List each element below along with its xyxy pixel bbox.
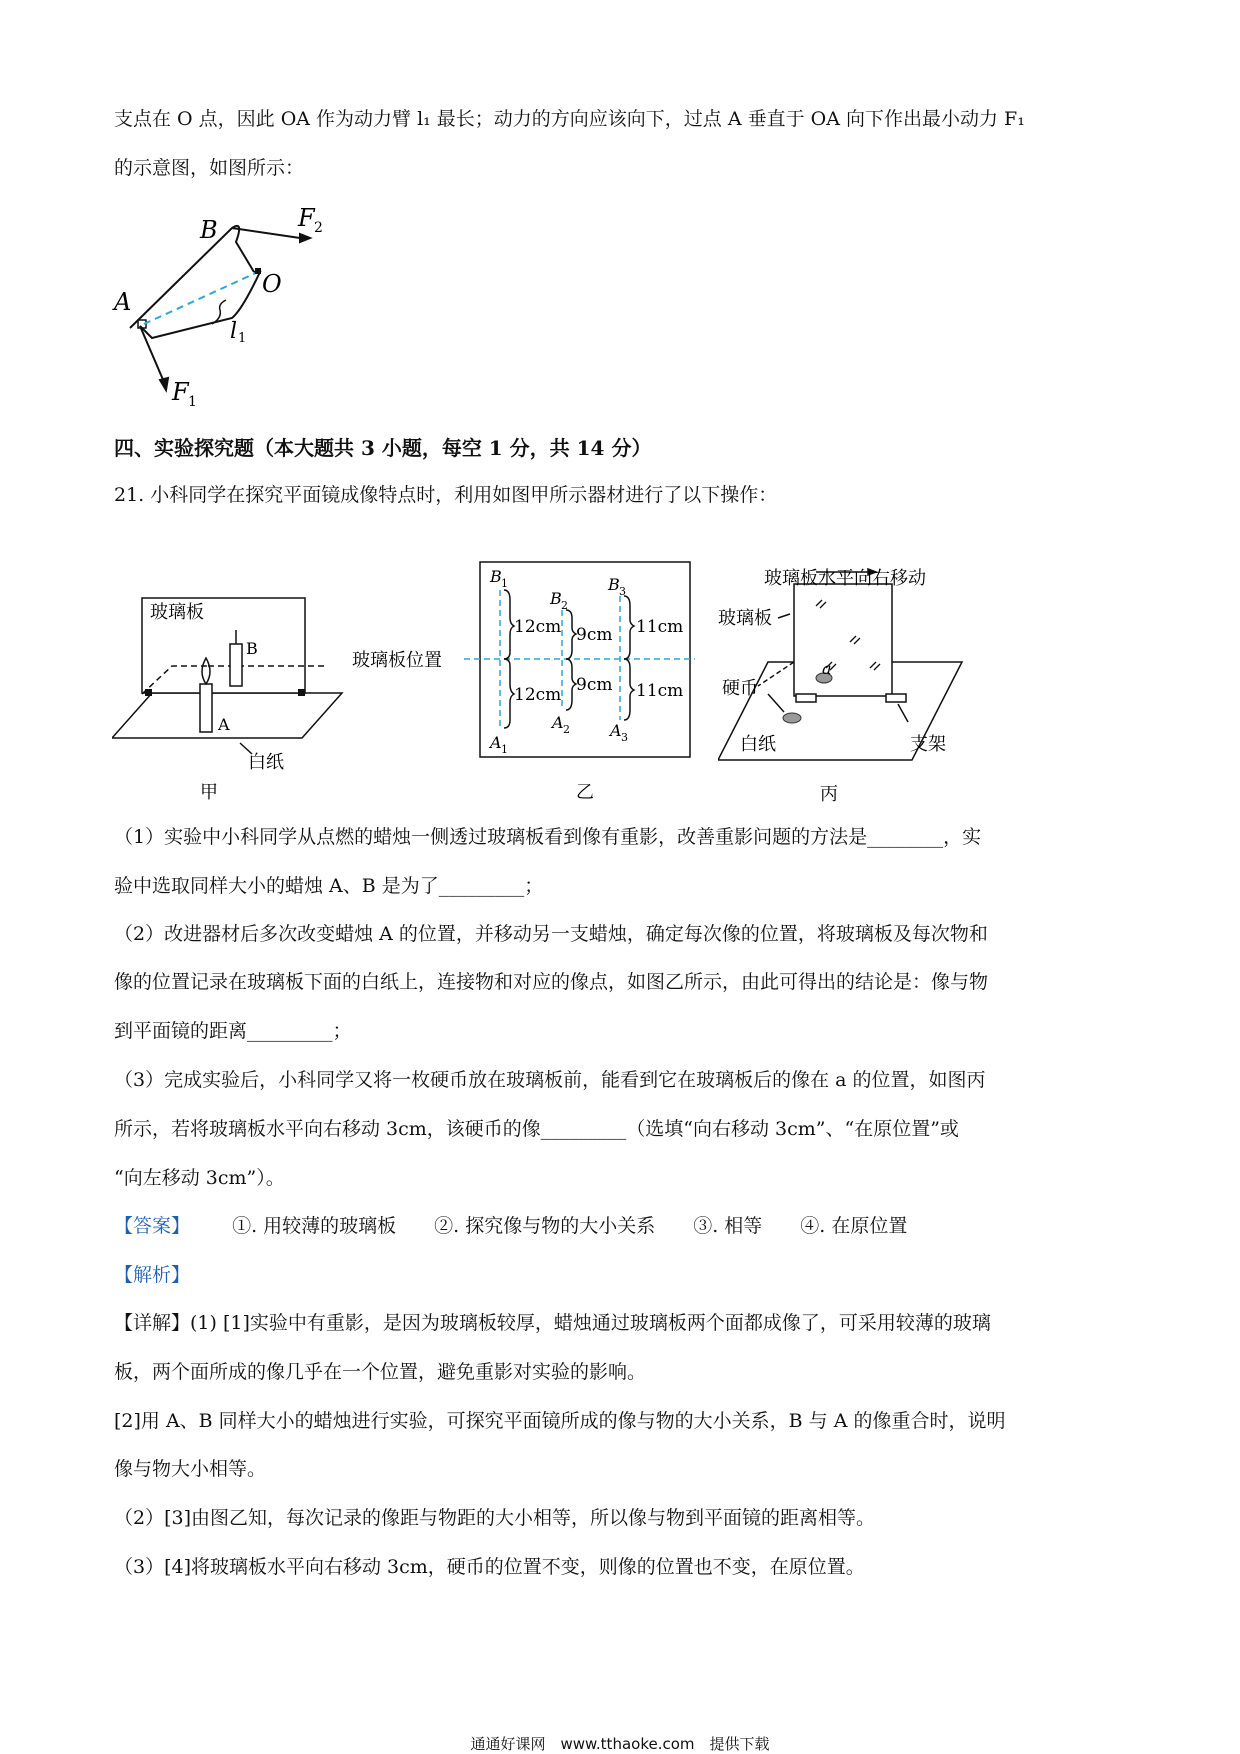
detail-1-b: 板，两个面所成的像几乎在一个位置，避免重影对实验的影响。: [114, 1361, 647, 1383]
intro-line-1: 支点在 O 点，因此 OA 作为动力臂 l₁ 最长；动力的方向应该向下，过点 A 垂直于 OA 向下作出最小动力 F₁: [114, 108, 1025, 130]
detail-4: （3）[4]将玻璃板水平向右移动 3cm，硬币的位置不变，则像的位置也不变，在原位置。: [114, 1556, 865, 1578]
answer-list: ①. 用较薄的玻璃板 ②. 探究像与物的大小关系 ③. 相等 ④. 在原位置: [232, 1215, 908, 1237]
label-l1: l: [230, 319, 238, 344]
yi-A3: A: [610, 721, 622, 740]
label-F1: F: [172, 378, 189, 406]
jia-caption: 甲: [200, 782, 218, 803]
page-footer: 通通好课网 www.tthaoke.com 提供下载: [470, 1735, 770, 1753]
label-A: A: [114, 288, 132, 316]
label-O: O: [262, 270, 282, 298]
lever-figure: [112, 200, 342, 415]
bing-move-label: 玻璃板水平向右移动: [764, 568, 926, 589]
yi-A2-sub: 2: [563, 723, 570, 736]
q21-part1-b: 验中选取同样大小的蜡烛 A、B 是为了_________；: [114, 875, 544, 897]
q21-part2-b: 像的位置记录在玻璃板下面的白纸上，连接物和对应的像点，如图乙所示，由此可得出的结论是：像与物: [114, 971, 989, 993]
detail-2-a: [2]用 A、B 同样大小的蜡烛进行实验，可探究平面镜所成的像与物的大小关系，B 与 A 的像重合时，说明: [114, 1410, 1006, 1432]
yi-B3-sub: 3: [619, 585, 626, 598]
figure-jia: [112, 588, 352, 808]
jia-glass-label: 玻璃板: [150, 602, 204, 623]
bing-coin-label: 硬币: [722, 678, 758, 699]
yi-A3-sub: 3: [621, 731, 628, 744]
yi-dist-9-bottom: 9cm: [576, 675, 613, 695]
intro-line-2: 的示意图，如图所示：: [114, 157, 305, 179]
yi-dist-11-top: 11cm: [636, 617, 684, 637]
bing-stand-label: 支架: [910, 734, 946, 755]
figure-bing: [718, 562, 980, 810]
detail-1-a: 【详解】(1) [1]实验中有重影，是因为玻璃板较厚，蜡烛通过玻璃板两个面都成像了，可采用较薄的玻璃: [114, 1312, 991, 1334]
answer-label: 【答案】: [114, 1215, 191, 1237]
jia-A-label: A: [218, 715, 230, 734]
bing-a-label: a: [822, 659, 832, 678]
yi-dist-11-bottom: 11cm: [636, 681, 684, 701]
yi-A2: A: [552, 713, 564, 732]
jia-B-label: B: [246, 639, 258, 658]
yi-A1-sub: 1: [501, 743, 508, 756]
bing-caption: 丙: [820, 784, 838, 805]
bing-glass-label: 玻璃板: [718, 608, 772, 629]
yi-B2-sub: 2: [561, 599, 568, 612]
yi-B2: B: [550, 589, 562, 608]
yi-dist-12-top: 12cm: [514, 617, 562, 637]
detail-3: （2）[3]由图乙知，每次记录的像距与物距的大小相等，所以像与物到平面镜的距离相等。: [114, 1507, 876, 1529]
q21-part2-c: 到平面镜的距离_________；: [114, 1020, 352, 1042]
q21-part3-a: （3）完成实验后，小科同学又将一枚硬币放在玻璃板前，能看到它在玻璃板后的像在 a 的位置，如图丙: [114, 1069, 986, 1091]
yi-B3: B: [608, 575, 620, 594]
label-F2-sub: 2: [314, 220, 323, 236]
bing-paper-label: 白纸: [740, 734, 776, 755]
yi-dist-12-bottom: 12cm: [514, 685, 562, 705]
yi-glass-position: 玻璃板位置: [352, 650, 442, 671]
label-F2: F: [298, 204, 315, 232]
yi-dist-9-top: 9cm: [576, 625, 613, 645]
yi-A1: A: [490, 733, 502, 752]
label-l1-sub: 1: [238, 331, 247, 346]
jia-paper-label: 白纸: [248, 752, 284, 773]
label-B: B: [200, 216, 218, 244]
detail-2-b: 像与物大小相等。: [114, 1458, 267, 1480]
label-F1-sub: 1: [188, 394, 197, 410]
yi-B1: B: [490, 567, 502, 586]
section-title: 四、实验探究题（本大题共 3 小题，每空 1 分，共 14 分）: [114, 436, 652, 460]
answer-row: [114, 1214, 1134, 1238]
q21-part3-c: “向左移动 3cm”）。: [114, 1167, 285, 1189]
q21-stem: 21. 小科同学在探究平面镜成像特点时，利用如图甲所示器材进行了以下操作：: [114, 484, 778, 506]
yi-caption: 乙: [576, 782, 594, 803]
figure-yi: [350, 560, 710, 810]
analysis-label: 【解析】: [114, 1264, 191, 1286]
q21-part2-a: （2）改进器材后多次改变蜡烛 A 的位置，并移动另一支蜡烛，确定每次像的位置，将玻璃板及每次物和: [114, 923, 988, 945]
q21-part3-b: 所示，若将玻璃板水平向右移动 3cm，该硬币的像_________（选填“向右移动 3cm”、“在原位置”或: [114, 1118, 959, 1140]
q21-part1-a: （1）实验中小科同学从点燃的蜡烛一侧透过玻璃板看到像有重影，改善重影问题的方法是________，实: [114, 826, 982, 848]
yi-B1-sub: 1: [501, 577, 508, 590]
